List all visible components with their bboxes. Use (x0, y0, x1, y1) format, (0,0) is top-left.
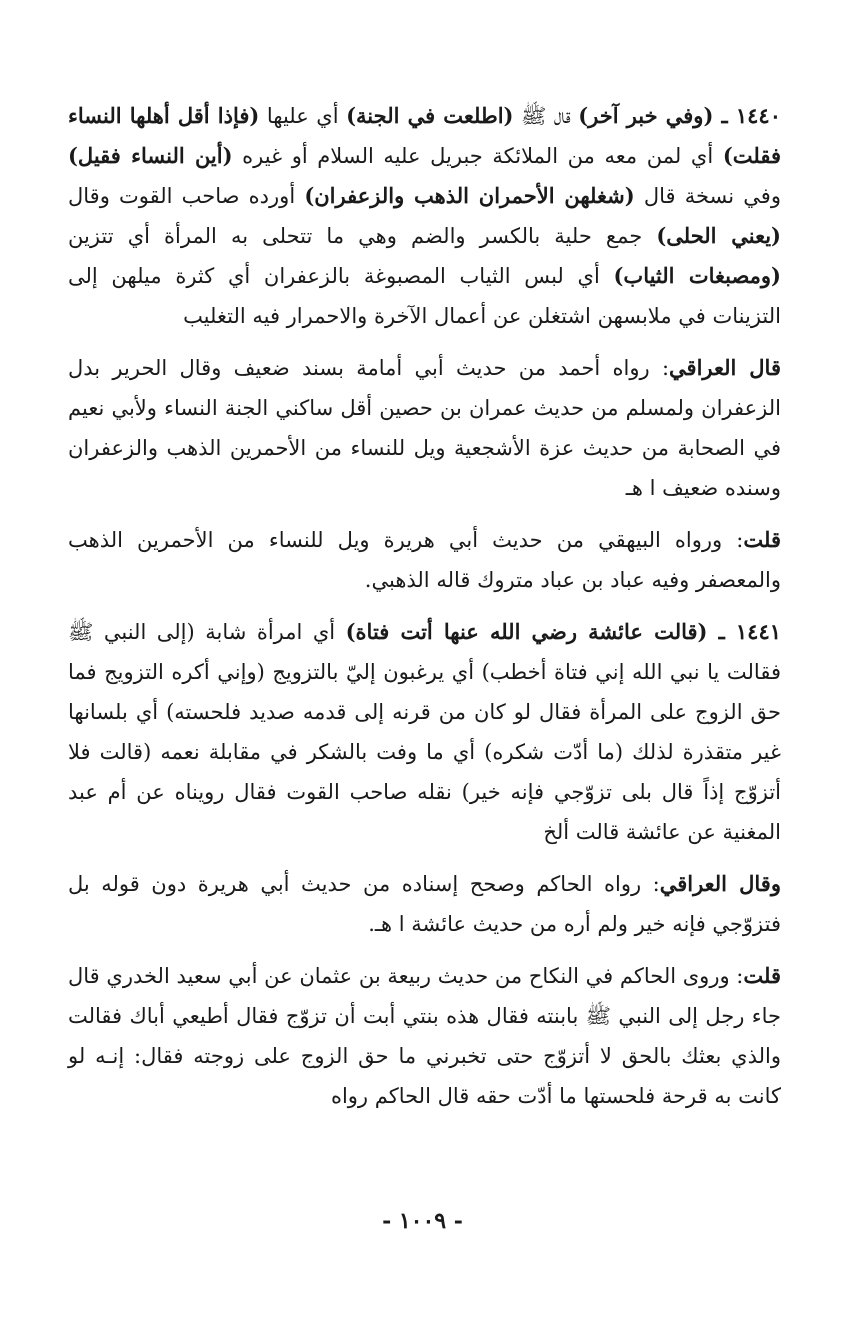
page-number: - ١٠٠٩ - (382, 1208, 463, 1234)
commentary-text: وفي نسخة قال (634, 184, 781, 208)
paragraph-qultu-1441 (68, 956, 781, 1116)
commentary-text: أورده صاحب القوت وقال (68, 184, 305, 208)
hadith-number: ١٤٤١ ـ (707, 619, 782, 644)
commentary-text: أي ما وفت بالشكر في مقابلة نعمه (151, 740, 485, 764)
commentary-text: : وروى الحاكم في النكاح من حديث ربيعة بن عثمان عن أبي سعيد الخدري قال جاء رجل إلى النبي ﷺ بابنته فقال هذه بنتي أبت أن تزوّج فقال أطيعي أباك فقالت والذي بعثك بالحق لا أتزوّج حتى تخبرني ما حق الزوج على زوجته فقال: إنـه لو كانت به قرحة فلحستها ما أدّت حقه قال الحاكم رواه (68, 964, 781, 1108)
paragraph-hadith-1441 (68, 612, 781, 852)
matn-text: (وفي خبر آخر) (578, 103, 714, 128)
matn-text: (إلى النبي ﷺ فقالت يا نبي الله إني فتاة أخطب) (68, 620, 781, 684)
section-label: قلت (743, 527, 781, 552)
section-label: وقال العراقي (659, 871, 781, 896)
matn-text: (أين النساء فقيل) (68, 143, 233, 168)
matn-text: (اطلعت في الجنة) (346, 103, 514, 128)
commentary-text: أي لبس الثياب المصبوغة بالزعفران أي كثرة ميلهن إلى التزينات في ملابسهن اشتغلن عن أعمال الآخرة والاحمرار فيه التغليب (68, 264, 781, 328)
commentary-text: أي امرأة شابة (194, 620, 346, 644)
page-text (68, 96, 781, 1116)
section-label: قلت (743, 963, 781, 988)
matn-text: (شغلهن الأحمران الذهب والزعفران) (304, 183, 635, 208)
paragraph-hadith-1440 (68, 96, 781, 336)
commentary-text: قال ﷺ (513, 104, 579, 128)
matn-text: (يعني الحلى) (656, 223, 781, 248)
commentary-text: : رواه أحمد من حديث أبي أمامة بسند ضعيف وقال الحرير بدل الزعفران ولمسلم من حديث عمران بن حصين أقل ساكني الجنة النساء ولأبي نعيم في الصحابة من حديث عزة الأشجعية ويل للنساء من الأحمرين الذهب والزعفران وسنده ضعيف ا هـ (68, 356, 781, 500)
paragraph-qultu-1440 (68, 520, 781, 600)
commentary-text: أي عليها (259, 104, 347, 128)
matn-text: (فإذا أقل أهلها النساء فقلت) (68, 103, 781, 168)
commentary-text: جمع حلية بالكسر والضم وهي ما تتحلى به المرأة أي تتزين (68, 224, 657, 248)
paragraph-iraqi-1440 (68, 348, 781, 508)
commentary-text: أي لمن معه من الملائكة جبريل عليه السلام أو غيره (232, 144, 723, 168)
matn-text: (قالت فلا أتزوّج إذاً قال بلى تزوّجي فإنه خير) (68, 740, 782, 804)
matn-text: (وإني أكره التزويج فما حق الزوج على المرأة فقال لو كان من قرنه إلى قدمه صديد فلحسته) (68, 660, 781, 724)
matn-text: (ما أدّت شكره) (484, 740, 624, 764)
commentary-text: : ورواه البيهقي من حديث أبي هريرة ويل للنساء من الأحمرين الذهب والمعصفر وفيه عباد بن عباد متروك قاله الذهبي. (68, 528, 781, 592)
commentary-text: نقله صاحب القوت فقال رويناه عن أم عبد المغنية عن عائشة قالت ألخ (68, 780, 781, 844)
commentary-text: : رواه الحاكم وصحح إسناده من حديث أبي هريرة دون قوله بل فتزوّجي فإنه خير ولم أره من حديث عائشة ا هـ. (68, 872, 781, 936)
commentary-text: أي بلسانها غير متقذرة لذلك (68, 700, 781, 764)
matn-text: (ومصبغات الثياب) (613, 263, 781, 288)
section-label: قال العراقي (669, 355, 781, 380)
matn-text: (قالت عائشة رضي الله عنها أتت فتاة) (345, 619, 708, 644)
commentary-text: أي يرغبون إليّ بالتزويج (264, 660, 482, 684)
paragraph-iraqi-1441 (68, 864, 781, 944)
hadith-number: ١٤٤٠ ـ (713, 103, 781, 128)
